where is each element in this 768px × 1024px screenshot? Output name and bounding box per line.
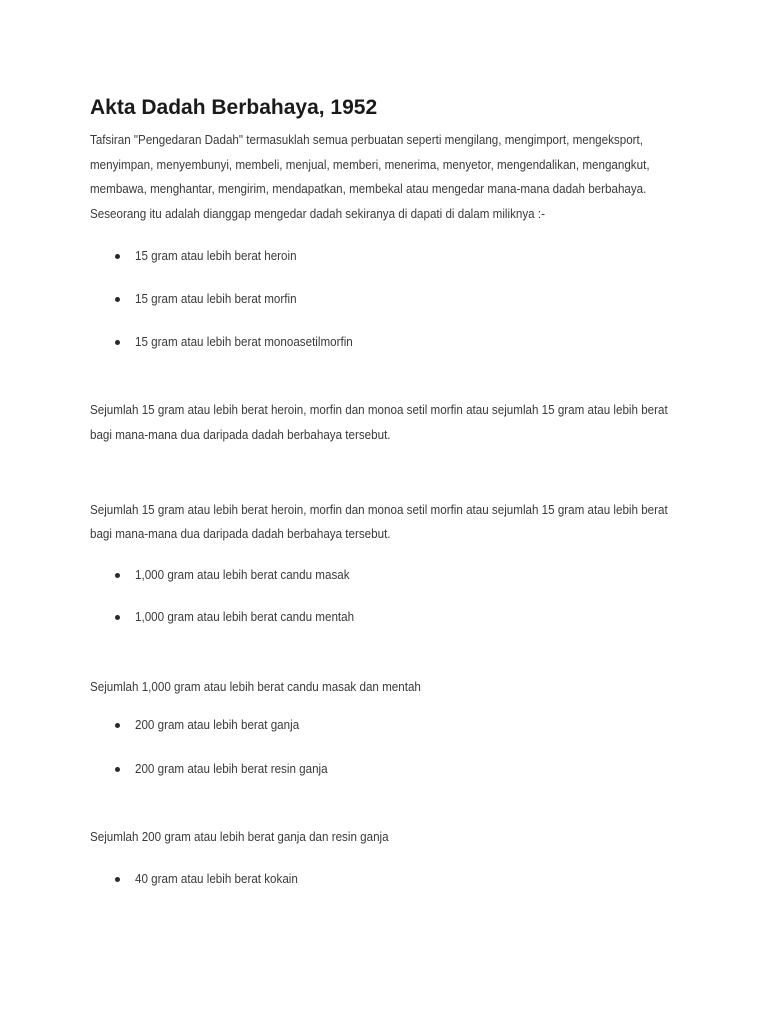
- document-title: Akta Dadah Berbahaya, 1952: [90, 96, 378, 119]
- list-item: [90, 292, 690, 307]
- summary-paragraph: Sejumlah 200 gram atau lebih berat ganja dan resin ganja: [90, 830, 389, 845]
- list-item-text: 15 gram atau lebih berat morfin: [135, 292, 297, 307]
- list-item-text: 1,000 gram atau lebih berat candu mentah: [135, 609, 355, 624]
- bullet-icon: [115, 877, 120, 882]
- list-item-text: 200 gram atau lebih berat ganja: [135, 718, 300, 733]
- bullet-icon: [115, 254, 120, 259]
- list-item: [90, 872, 690, 887]
- bullet-icon: [115, 615, 120, 620]
- list-item-text: 40 gram atau lebih berat kokain: [135, 871, 298, 886]
- list-item: [90, 762, 690, 777]
- bullet-icon: [115, 767, 120, 772]
- list-item: [90, 249, 690, 264]
- ganja-list: [90, 718, 690, 777]
- list-item: [90, 335, 690, 350]
- intro-paragraph: Tafsiran "Pengedaran Dadah" termasuklah semua perbuatan seperti mengilang, mengimport, mengeksport, menyimpan, menyembunyi, membeli, menjual, memberi, menerima, menyetor, mengendalikan, mengangkut, membawa, menghantar, mengirim, mendapatkan, membekal atau mengedar mana-mana dadah berbahaya. Seseorang itu adalah dianggap mengedar dadah sekiranya di dapati di dalam miliknya :-: [90, 133, 650, 221]
- document-page: [90, 93, 690, 887]
- bullet-icon: [115, 573, 120, 578]
- kokain-list: [90, 872, 690, 887]
- summary-paragraph: Sejumlah 15 gram atau lebih berat heroin, morfin dan monoa setil morfin atau sejumlah 15 gram atau lebih berat bagi mana-mana dua daripada dadah berbahaya tersebut.: [90, 502, 668, 542]
- heroin-list: [90, 249, 690, 350]
- list-item: [90, 568, 690, 583]
- bullet-icon: [115, 297, 120, 302]
- bullet-icon: [115, 723, 120, 728]
- bullet-icon: [115, 340, 120, 345]
- candu-list: [90, 568, 690, 625]
- list-item-text: 200 gram atau lebih berat resin ganja: [135, 762, 328, 777]
- list-item: [90, 610, 690, 625]
- summary-paragraph: Sejumlah 1,000 gram atau lebih berat candu masak dan mentah: [90, 679, 421, 694]
- list-item-text: 15 gram atau lebih berat monoasetilmorfin: [135, 335, 353, 350]
- list-item: [90, 718, 690, 733]
- list-item-text: 15 gram atau lebih berat heroin: [135, 249, 297, 264]
- summary-paragraph: Sejumlah 15 gram atau lebih berat heroin, morfin dan monoa setil morfin atau sejumlah 15 gram atau lebih berat bagi mana-mana dua daripada dadah berbahaya tersebut.: [90, 403, 668, 442]
- list-item-text: 1,000 gram atau lebih berat candu masak: [135, 567, 350, 582]
